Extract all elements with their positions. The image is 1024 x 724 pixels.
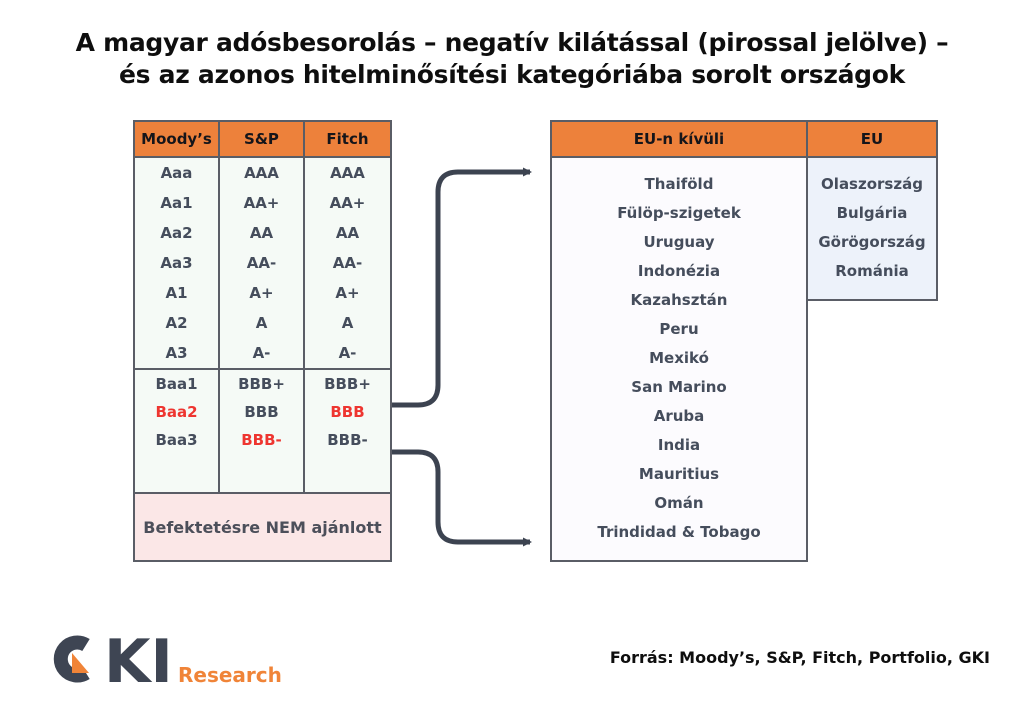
- rating-cell: AA+: [220, 188, 305, 218]
- rating-cell: AA-: [220, 248, 305, 278]
- country-item: Indonézia: [637, 261, 721, 280]
- country-item: Trindidad & Tobago: [597, 522, 761, 541]
- country-item: India: [657, 435, 701, 454]
- country-item: Omán: [654, 493, 704, 512]
- eu-header: EU: [808, 122, 936, 158]
- rating-cell-hungary-sp: BBB-: [220, 426, 305, 454]
- ratings-table-header: [135, 122, 390, 158]
- rating-cell: Baa1: [135, 370, 220, 398]
- rating-cell: Aa1: [135, 188, 220, 218]
- country-item: Peru: [659, 319, 699, 338]
- non-eu-header: EU-n kívüli: [552, 122, 806, 158]
- rating-cell: A-: [220, 338, 305, 368]
- country-item: Görögország: [818, 232, 926, 251]
- rating-cell: A-: [338, 344, 357, 362]
- country-item: Thaiföld: [644, 174, 714, 193]
- arrow-upper: [392, 172, 530, 405]
- non-eu-countries-table: [550, 120, 808, 562]
- gki-research-logo: [52, 632, 292, 688]
- logo-ki-text: KI: [104, 632, 173, 688]
- rating-cell: BBB+: [324, 375, 371, 393]
- non-eu-country-list: [552, 158, 806, 560]
- country-item: Mexikó: [649, 348, 709, 367]
- rating-cell: A+: [335, 284, 360, 302]
- rating-cell-hungary-fitch: BBB: [330, 403, 365, 421]
- empty-cell: [305, 454, 390, 492]
- eu-countries-table: [806, 120, 938, 301]
- arrow-lower: [392, 452, 530, 542]
- rating-cell-hungary-moodys: Baa2: [135, 398, 220, 426]
- ratings-table: [133, 120, 392, 562]
- rating-cell: A: [220, 308, 305, 338]
- rating-cell: A+: [220, 278, 305, 308]
- country-item: Uruguay: [643, 232, 715, 251]
- rating-cell: AA: [335, 224, 360, 242]
- rating-cell: Aa2: [135, 218, 220, 248]
- column-header-sp: S&P: [220, 122, 305, 156]
- page-title-line2: és az azonos hitelminősítési kategóriába sorolt országok: [119, 60, 905, 89]
- rating-cell: A: [341, 314, 354, 332]
- column-header-moodys: Moody’s: [135, 122, 220, 156]
- rating-cell: AAA: [220, 158, 305, 188]
- country-item: Bulgária: [836, 203, 908, 222]
- rating-cell: Baa3: [135, 426, 220, 454]
- rating-cell: AA-: [332, 254, 363, 272]
- empty-cell: [135, 454, 220, 492]
- page-title-line1: A magyar adósbesorolás – negatív kilátással (pirossal jelölve) –: [75, 28, 949, 57]
- country-item: Kazahsztán: [630, 290, 728, 309]
- country-item: San Marino: [631, 377, 727, 396]
- rating-cell: BBB+: [220, 370, 305, 398]
- rating-cell: Aaa: [135, 158, 220, 188]
- bbb-section: [135, 368, 390, 492]
- source-note: Forrás: Moody’s, S&P, Fitch, Portfolio, GKI: [609, 648, 990, 667]
- country-item: Románia: [835, 261, 909, 280]
- not-recommended-banner: Befektetésre NEM ajánlott: [135, 492, 390, 560]
- rating-cell: AA+: [329, 194, 366, 212]
- rating-cell: BBB: [220, 398, 305, 426]
- rating-cell: Aa3: [135, 248, 220, 278]
- country-item: Aruba: [653, 406, 705, 425]
- country-item: Fülöp-szigetek: [617, 203, 741, 222]
- rating-cell: BBB-: [327, 431, 368, 449]
- page-title: [0, 27, 1024, 91]
- eu-country-list: [808, 158, 936, 299]
- logo-triangle-icon: [72, 653, 89, 673]
- investment-grade-section: [135, 158, 390, 368]
- rating-cell: AA: [220, 218, 305, 248]
- country-item: Olaszország: [821, 174, 923, 193]
- rating-cell: A3: [135, 338, 220, 368]
- rating-cell: AAA: [330, 164, 365, 182]
- country-item: Mauritius: [638, 464, 720, 483]
- rating-cell: A1: [135, 278, 220, 308]
- rating-cell: A2: [135, 308, 220, 338]
- empty-cell: [220, 454, 305, 492]
- logo-research-text: Research: [178, 663, 282, 687]
- column-header-fitch: Fitch: [326, 130, 369, 148]
